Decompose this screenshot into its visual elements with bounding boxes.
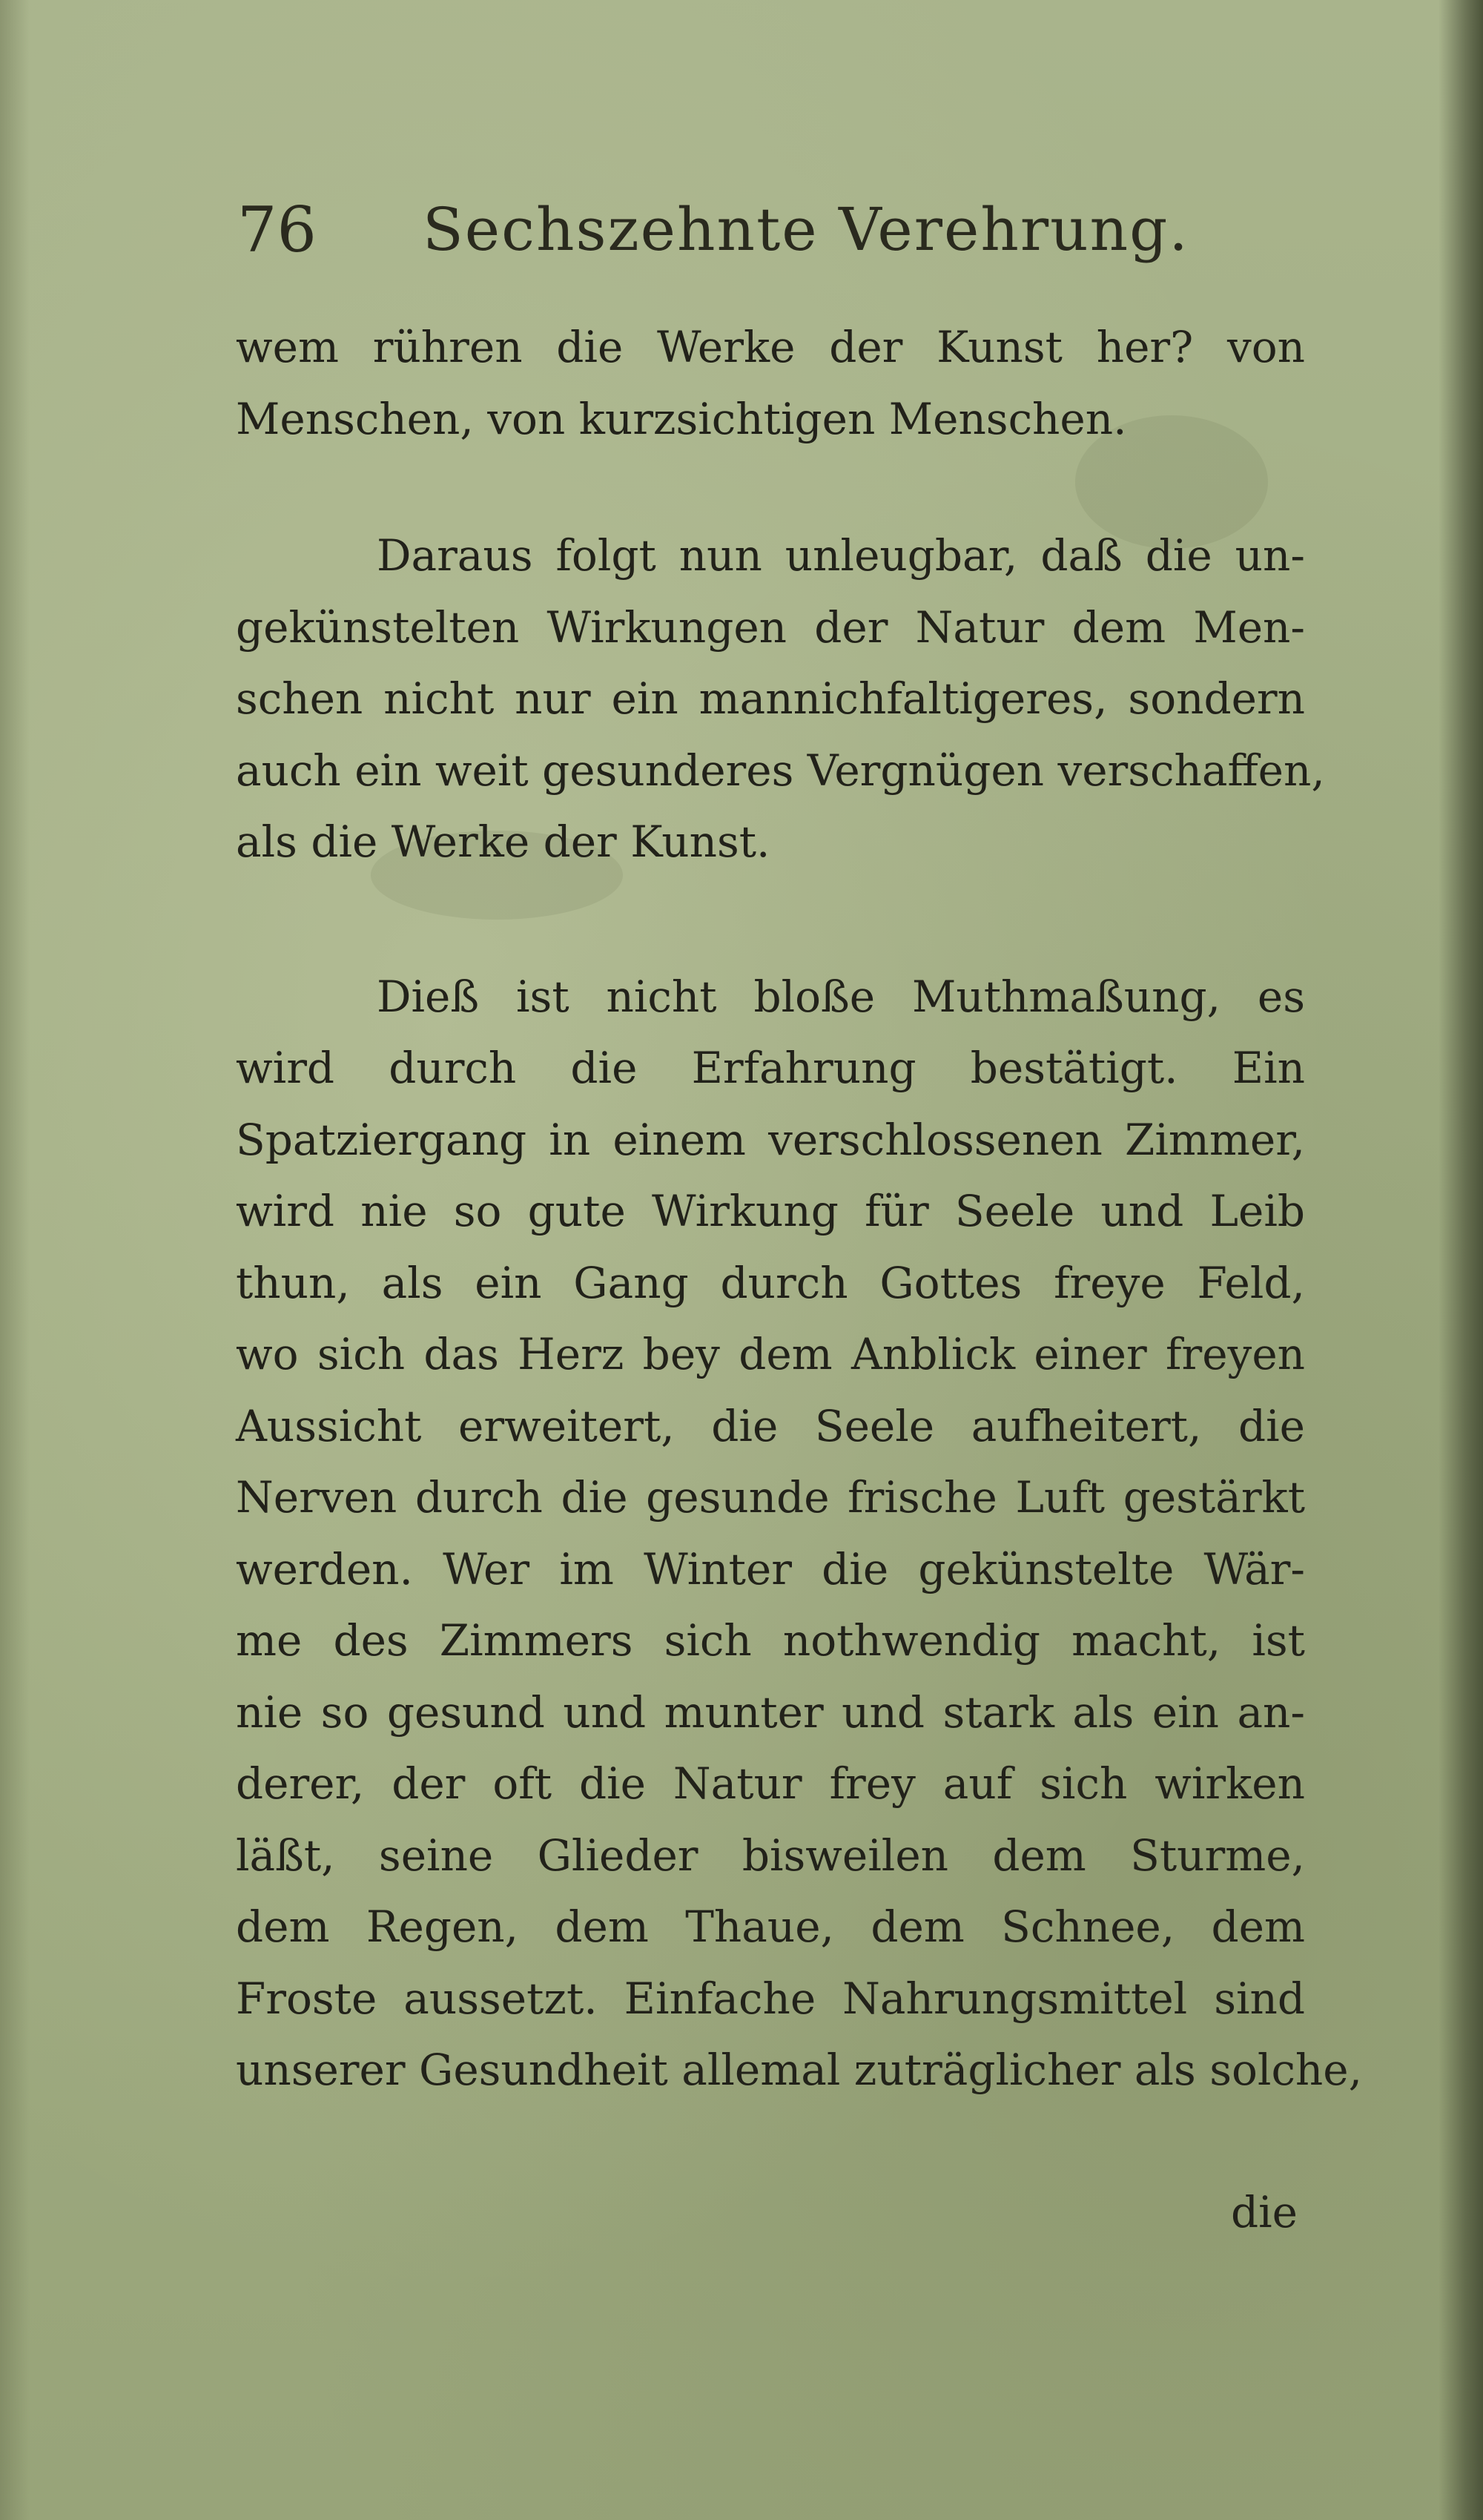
running-title: Sechszehnte Verehrung.	[423, 195, 1189, 264]
text-line: als die Werke der Kunst.	[236, 817, 770, 867]
text-line: derer, der oft die Natur frey auf sich wirken	[236, 1758, 1305, 1809]
text-line: unserer Gesundheit allemal zuträglicher als solche,	[236, 2045, 1363, 2095]
text-line: gekünstelten Wirkungen der Natur dem Men-	[236, 601, 1305, 653]
body-text	[236, 311, 1363, 2106]
text-line: nie so gesund und munter und stark als ein an-	[236, 1686, 1305, 1738]
text-line: wird durch die Erfahrung bestätigt. Ein	[236, 1043, 1305, 1093]
text-line: Froste aussetzt. Einfache Nahrungsmittel sind	[236, 1973, 1305, 2024]
text-line: schen nicht nur ein mannichfaltigeres, sondern	[236, 673, 1305, 724]
text-line: wo sich das Herz bey dem Anblick einer freyen	[236, 1329, 1305, 1379]
paragraph-2	[236, 520, 1325, 878]
paragraph-3	[236, 961, 1363, 2106]
text-line: wem rühren die Werke der Kunst her? von	[236, 322, 1305, 372]
text-line: Daraus folgt nun unleugbar, daß die un-	[377, 530, 1305, 581]
paragraph-1	[236, 311, 1305, 455]
text-line: wird nie so gute Wirkung für Seele und Leib	[236, 1186, 1305, 1236]
text-line: läßt, seine Glieder bisweilen dem Sturme,	[236, 1830, 1305, 1881]
text-line: me des Zimmers sich nothwendig macht, ist	[236, 1615, 1305, 1666]
text-line: thun, als ein Gang durch Gottes freye Feld,	[236, 1257, 1305, 1308]
page-gutter-shadow	[0, 0, 30, 2520]
text-line: Aussicht erweitert, die Seele aufheitert, die	[236, 1400, 1305, 1451]
text-line: dem Regen, dem Thaue, dem Schnee, dem	[236, 1901, 1305, 1952]
text-line: Dieß ist nicht bloße Muthmaßung, es	[377, 971, 1305, 1022]
page-number: 76	[237, 194, 317, 266]
running-header	[237, 189, 1290, 271]
text-line: werden. Wer im Winter die gekünstelte Wär-	[236, 1543, 1305, 1594]
catchword: die	[1230, 2187, 1298, 2237]
text-line: Nerven durch die gesunde frische Luft gestärkt	[236, 1472, 1305, 1523]
text-line: Menschen, von kurzsichtigen Menschen.	[236, 393, 1127, 444]
text-line: auch ein weit gesunderes Vergnügen verschaffen,	[236, 745, 1325, 796]
text-line: Spatziergang in einem verschlossenen Zimmer,	[236, 1114, 1305, 1165]
page-edge-shadow	[1439, 0, 1483, 2520]
